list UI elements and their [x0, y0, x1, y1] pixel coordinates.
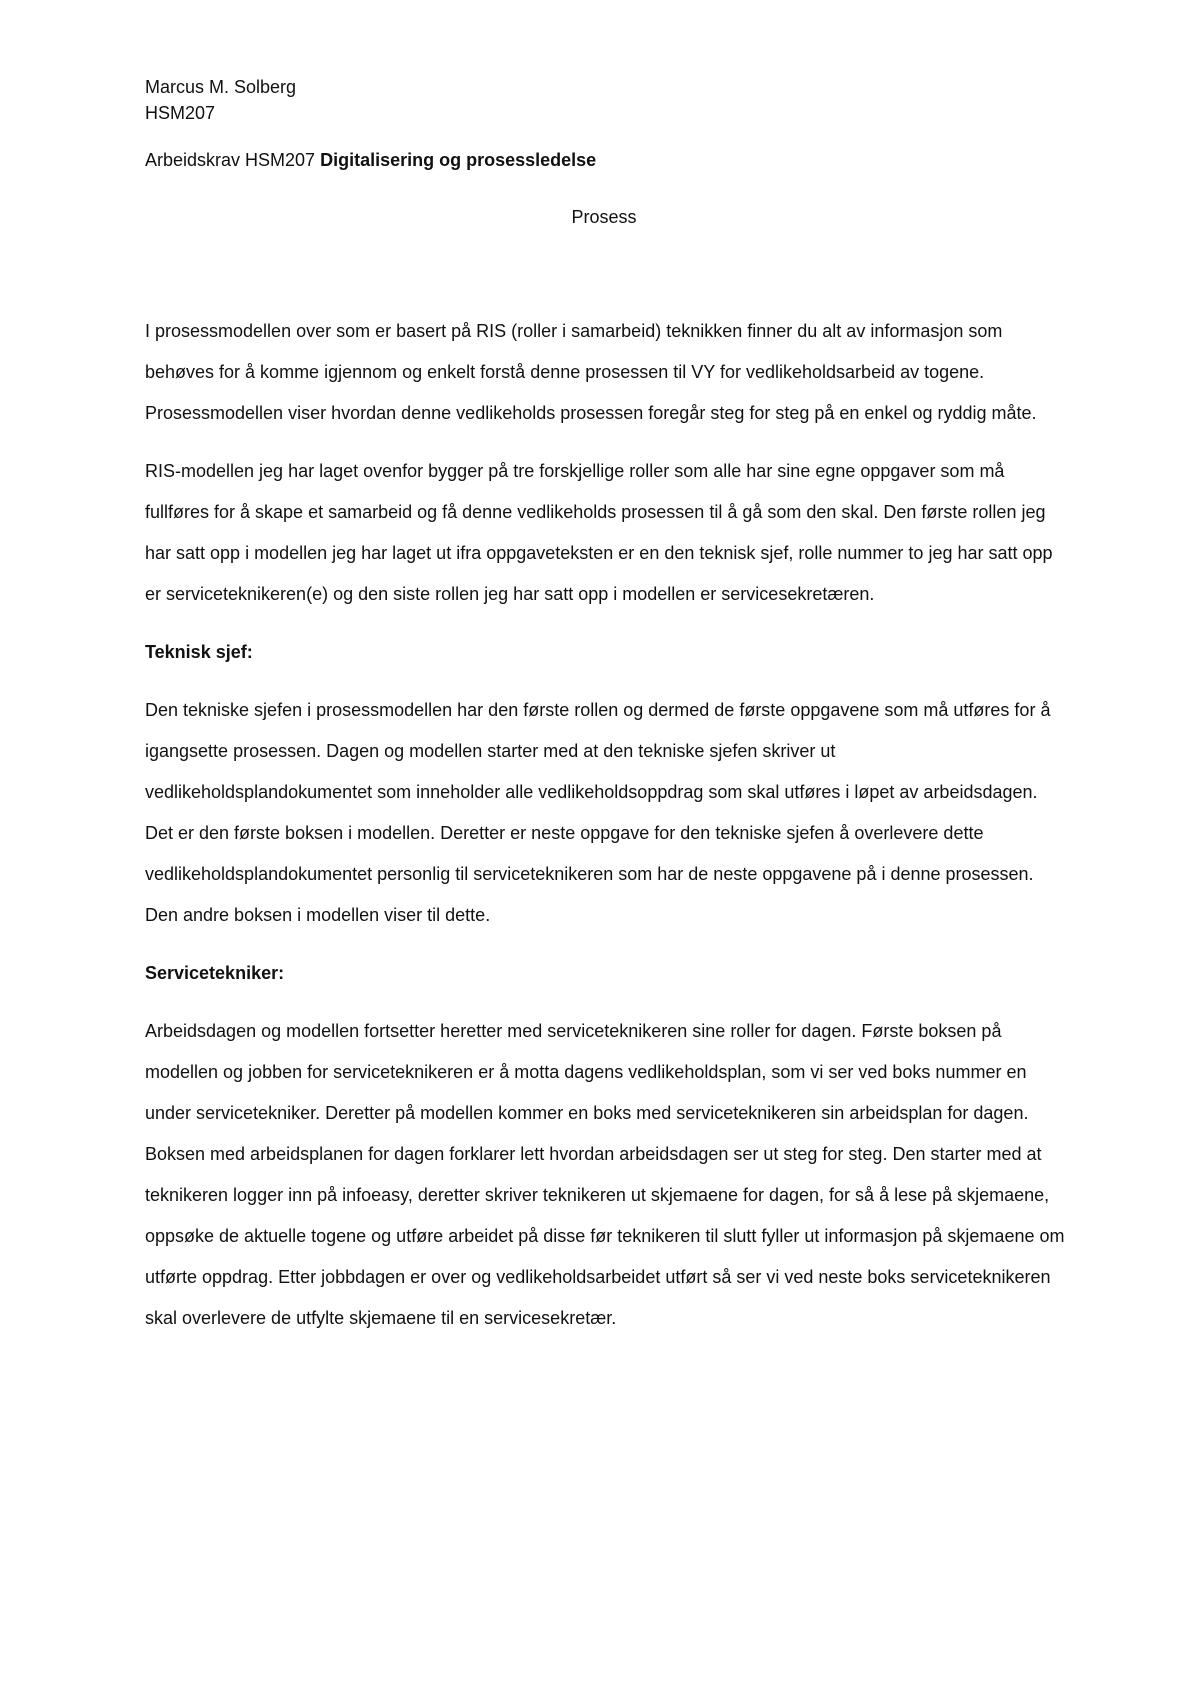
paragraph-intro: I prosessmodellen over som er basert på RIS (roller i samarbeid) teknikken finner du alt av informasjon som behøves for å komme igjennom og enkelt forstå denne prosessen til VY for vedlikeholdsarbeid av togene. Prosessmodellen viser hvordan denne vedlikeholds prosessen foregår steg for steg på en enkel og ryddig måte. [145, 321, 1037, 423]
paragraph-roles: RIS-modellen jeg har laget ovenfor bygger på tre forskjellige roller som alle har sine egne oppgaver som må fullføres for å skape et samarbeid og få denne vedlikeholds prosessen til å gå som den skal. Den første rollen jeg har satt opp i modellen jeg har laget ut ifra oppgaveteksten er en den teknisk sjef, rolle nummer to jeg har satt opp er serviceteknikeren(e) og den siste rollen jeg har satt opp i modellen er servicesekretæren. [145, 461, 1053, 604]
document-body [145, 311, 1065, 1356]
paragraph-teknisk-sjef: Den tekniske sjefen i prosessmodellen har den første rollen og dermed de første oppgavene som må utføres for å igangsette prosessen. Dagen og modellen starter med at den tekniske sjefen skriver ut vedlikeholdsplandokumentet som inneholder alle vedlikeholdsoppdrag som skal utføres i løpet av arbeidsdagen. Det er den første boksen i modellen. Deretter er neste oppgave for den tekniske sjefen å overlevere dette vedlikeholdsplandokumentet personlig til serviceteknikeren som har de neste oppgavene på i denne prosessen. Den andre boksen i modellen viser til dette. [145, 700, 1051, 925]
paragraph-servicetekniker: Arbeidsdagen og modellen fortsetter heretter med serviceteknikeren sine roller for dagen. Første boksen på modellen og jobben for serviceteknikeren er å motta dagens vedlikeholdsplan, som vi ser ved boks nummer en under servicetekniker. Deretter på modellen kommer en boks med serviceteknikeren sin arbeidsplan for dagen. Boksen med arbeidsplanen for dagen forklarer lett hvordan arbeidsdagen ser ut steg for steg. Den starter med at teknikeren logger inn på infoeasy, deretter skriver teknikeren ut skjemaene for dagen, for så å lese på skjemaene, oppsøke de aktuelle togene og utføre arbeidet på disse før teknikeren til slutt fyller ut informasjon på skjemaene om utførte oppdrag. Etter jobbdagen er over og vedlikeholdsarbeidet utført så ser vi ved neste boks serviceteknikeren skal overlevere de utfylte skjemaene til en servicesekretær. [145, 1021, 1065, 1328]
author-name: Marcus M. Solberg [145, 77, 297, 97]
section-title: Prosess [571, 207, 637, 227]
document-title-bold: Digitalisering og prosessledelse [320, 150, 597, 170]
course-code: HSM207 [145, 103, 216, 123]
heading-servicetekniker: Servicetekniker: [145, 963, 285, 983]
heading-teknisk-sjef: Teknisk sjef: [145, 642, 253, 662]
document-title [145, 148, 596, 172]
document-title-prefix: Arbeidskrav HSM207 [145, 150, 321, 170]
